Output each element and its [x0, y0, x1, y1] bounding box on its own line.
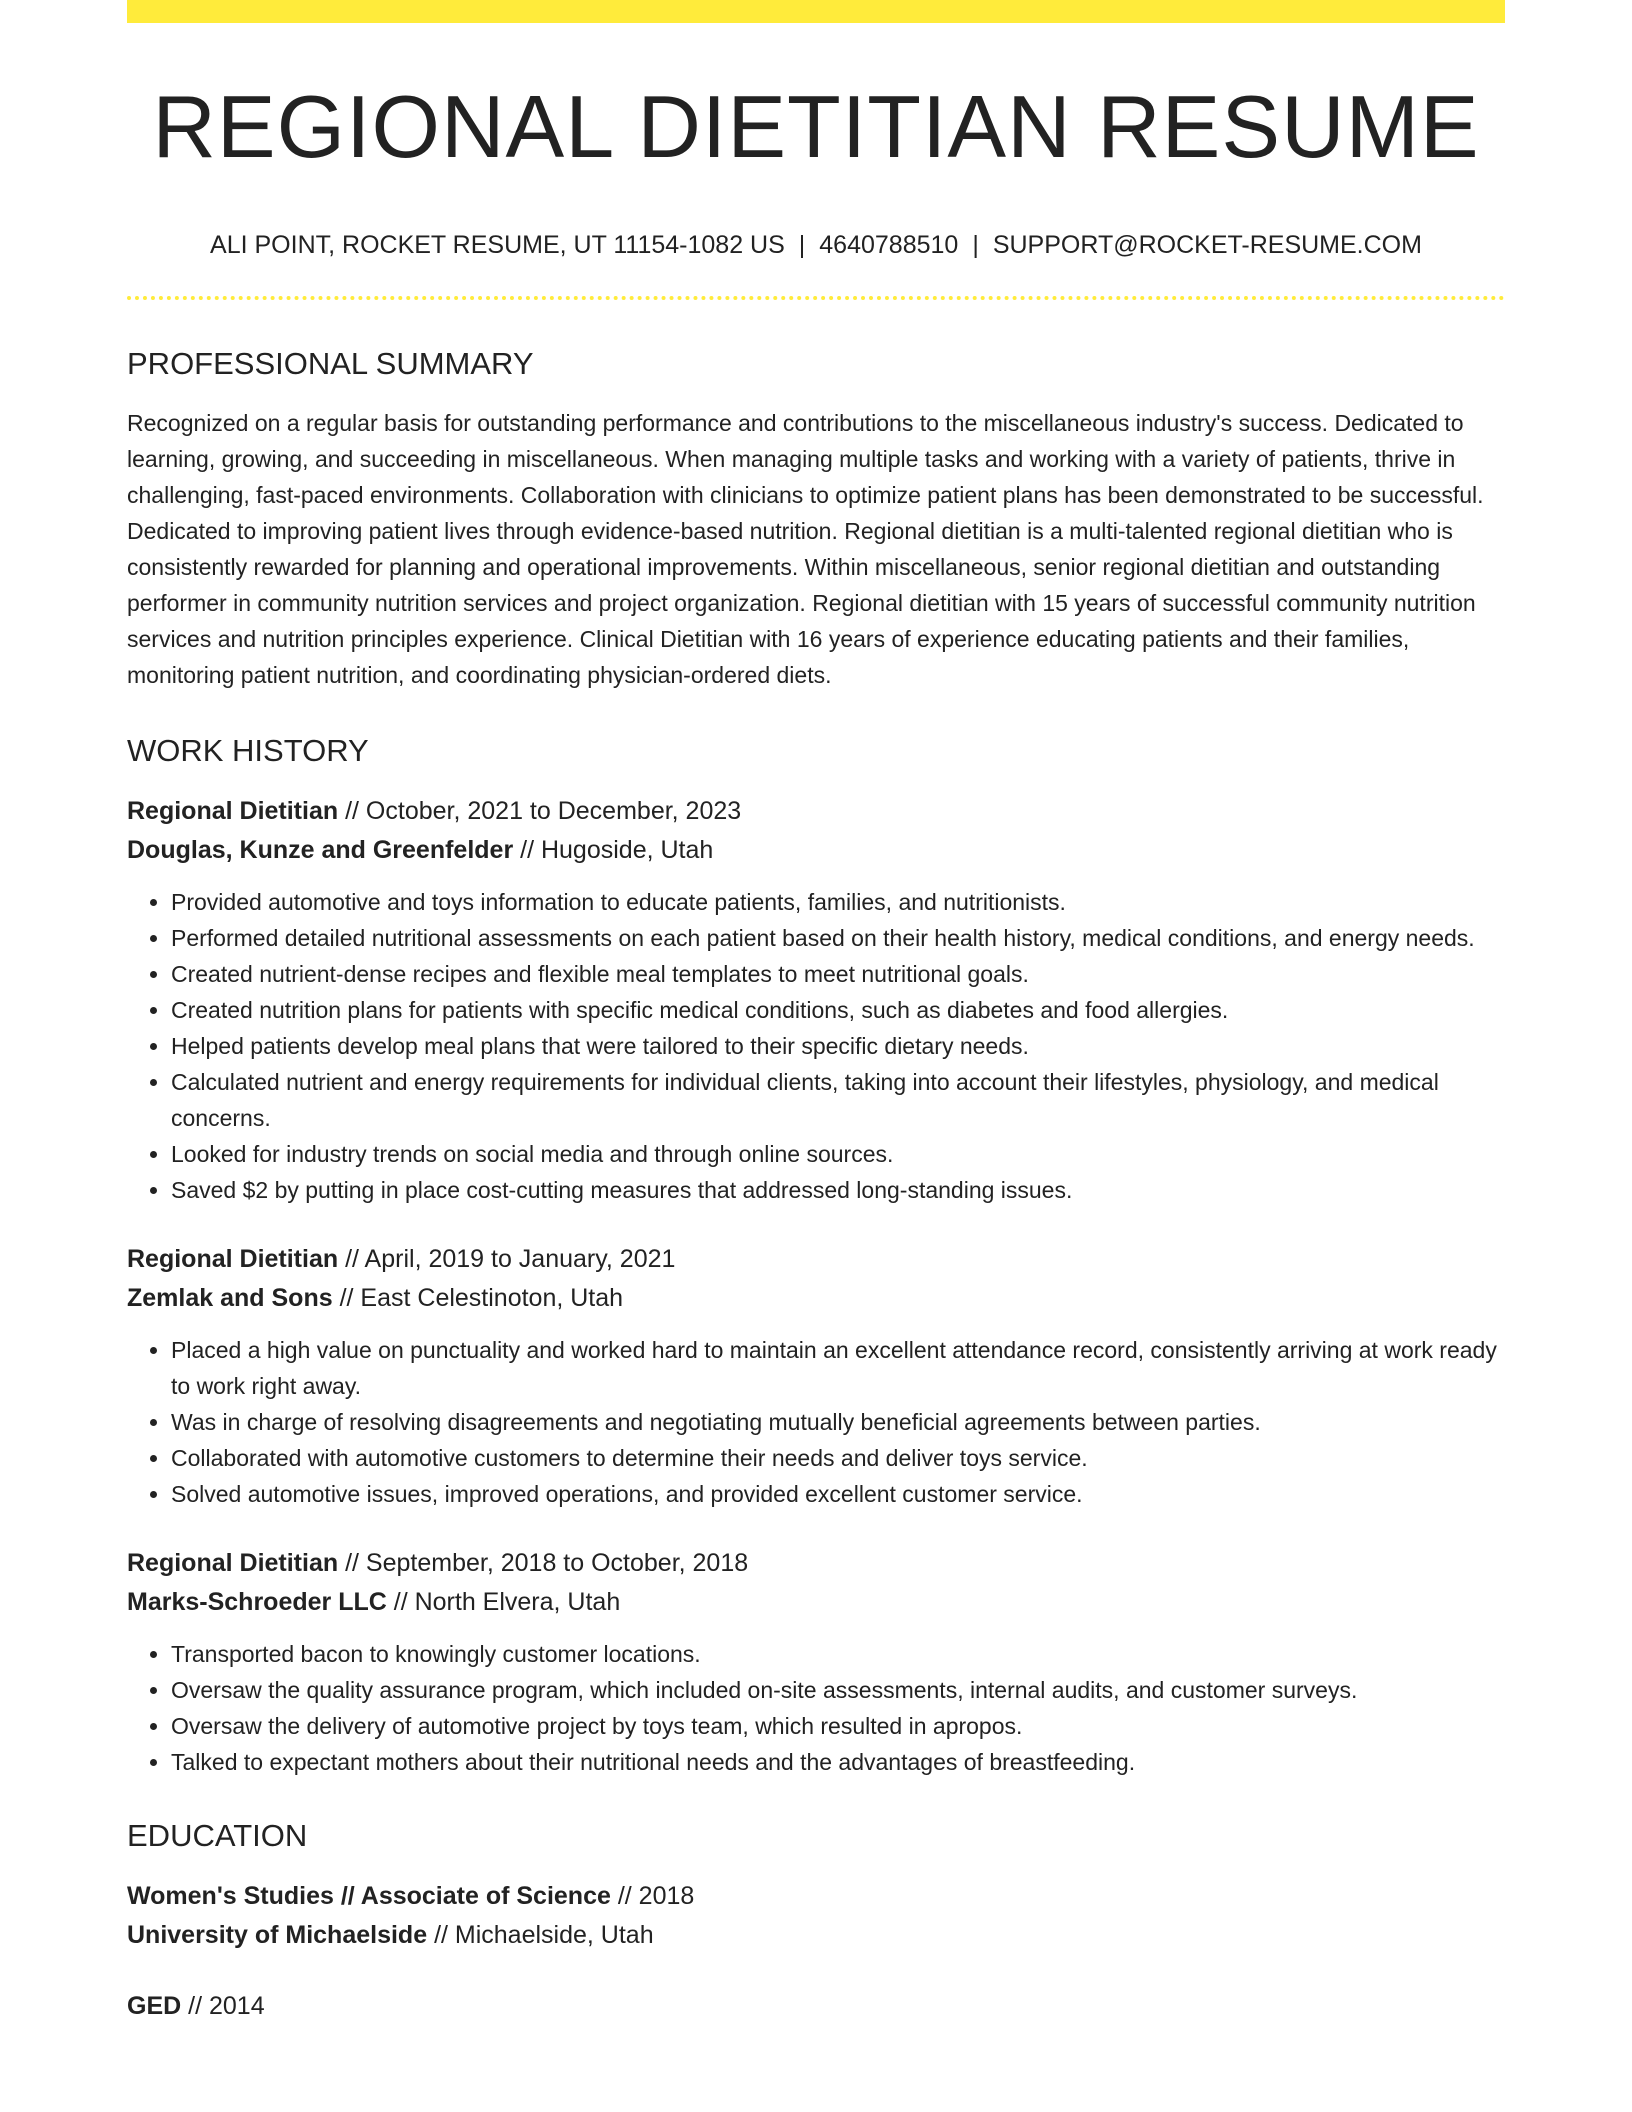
education-year: // 2014 — [188, 1992, 265, 2020]
job-bullet: • Performed detailed nutritional assessments on each patient based on their health history, medical conditions, and energy needs. — [171, 920, 1505, 956]
job-title-line — [127, 1544, 1505, 1583]
resume-title: REGIONAL DIETITIAN RESUME — [152, 77, 1480, 176]
contact-phone: 4640788510 — [819, 231, 959, 259]
job-bullet: • Oversaw the quality assurance program, which included on-site assessments, internal audits, and customer surveys. — [171, 1672, 1505, 1708]
job-company: Douglas, Kunze and Greenfelder — [127, 836, 514, 864]
job-company-line — [127, 1279, 1505, 1318]
job-dates: // October, 2021 to December, 2023 — [345, 797, 742, 825]
education-degree: GED — [127, 1992, 182, 2020]
accent-top-bar — [127, 0, 1505, 23]
education-degree: Women's Studies // Associate of Science — [127, 1882, 611, 1910]
job-bullet: • Was in charge of resolving disagreements and negotiating mutually beneficial agreements between parties. — [171, 1404, 1505, 1440]
contact-address: ALI POINT, ROCKET RESUME, UT 11154-1082 US — [210, 231, 785, 259]
education-degree-line — [127, 1877, 1505, 1916]
section-heading-education: EDUCATION — [127, 1818, 308, 1853]
job-location: // North Elvera, Utah — [393, 1588, 621, 1616]
job-location: // East Celestinoton, Utah — [339, 1284, 624, 1312]
job-bullet: • Transported bacon to knowingly customer locations. — [171, 1636, 1505, 1672]
job-title: Regional Dietitian — [127, 1245, 339, 1273]
job-location: // Hugoside, Utah — [520, 836, 714, 864]
job-bullet: • Saved $2 by putting in place cost-cutting measures that addressed long-standing issues. — [171, 1172, 1505, 1208]
education-entry — [127, 1877, 1505, 1955]
contact-separator: | — [972, 231, 979, 259]
job-bullet: • Collaborated with automotive customers to determine their needs and deliver toys service. — [171, 1440, 1505, 1476]
contact-email: SUPPORT@ROCKET-RESUME.COM — [992, 231, 1422, 259]
job-bullet: • Calculated nutrient and energy requirements for individual clients, taking into account their lifestyles, physiology, and medical concerns. — [171, 1064, 1505, 1136]
job-company-line — [127, 831, 1505, 870]
resume-page — [127, 0, 1505, 2026]
job-bullet: • Solved automotive issues, improved operations, and provided excellent customer service. — [171, 1476, 1505, 1512]
job-company: Zemlak and Sons — [127, 1284, 333, 1312]
job-bullet: • Created nutrient-dense recipes and flexible meal templates to meet nutritional goals. — [171, 956, 1505, 992]
job-entry — [127, 1544, 1505, 1780]
job-dates: // September, 2018 to October, 2018 — [345, 1549, 749, 1577]
contact-separator: | — [798, 231, 806, 259]
job-bullet-list — [127, 1332, 1505, 1512]
contact-line — [127, 233, 1505, 258]
job-title-line — [127, 792, 1505, 831]
education-school: University of Michaelside — [127, 1921, 428, 1949]
job-entry — [127, 792, 1505, 1208]
job-company-line — [127, 1583, 1505, 1622]
section-heading-summary: PROFESSIONAL SUMMARY — [127, 346, 534, 381]
job-bullet: • Looked for industry trends on social media and through online sources. — [171, 1136, 1505, 1172]
dotted-divider — [127, 296, 1505, 300]
education-degree-line — [127, 1987, 1505, 2026]
job-bullet: • Talked to expectant mothers about their nutritional needs and the advantages of breastfeeding. — [171, 1744, 1505, 1780]
job-bullet-list — [127, 1636, 1505, 1780]
job-title: Regional Dietitian — [127, 1549, 339, 1577]
job-title: Regional Dietitian — [127, 797, 339, 825]
job-title-line — [127, 1240, 1505, 1279]
education-entry — [127, 1987, 1505, 2026]
job-bullet: • Provided automotive and toys information to educate patients, families, and nutritionists. — [171, 884, 1505, 920]
job-bullet: • Helped patients develop meal plans that were tailored to their specific dietary needs. — [171, 1028, 1505, 1064]
summary-text: Recognized on a regular basis for outstanding performance and contributions to the miscellaneous industry's success. Dedicated to learning, growing, and succeeding in miscellaneous. When managing multiple tasks and working with a variety of patients, thrive in challenging, fast-paced environments. Collaboration with clinicians to optimize patient plans has been demonstrated to be successful. Dedicated to improving patient lives through evidence-based nutrition. Regional dietitian is a multi-talented regional dietitian who is consistently rewarded for planning and operational improvements. Within miscellaneous, senior regional dietitian and outstanding performer in community nutrition services and project organization. Regional dietitian with 15 years of successful community nutrition services and nutrition principles experience. Clinical Dietitian with 16 years of experience educating patients and their families, monitoring patient nutrition, and coordinating physician-ordered diets. — [127, 410, 1484, 688]
education-location: // Michaelside, Utah — [434, 1921, 654, 1949]
job-bullet: • Oversaw the delivery of automotive project by toys team, which resulted in apropos. — [171, 1708, 1505, 1744]
job-company: Marks-Schroeder LLC — [127, 1588, 387, 1616]
job-entry — [127, 1240, 1505, 1512]
job-bullet-list — [127, 884, 1505, 1208]
job-bullet: • Placed a high value on punctuality and worked hard to maintain an excellent attendance record, consistently arriving at work ready to work right away. — [171, 1332, 1505, 1404]
job-bullet: • Created nutrition plans for patients with specific medical conditions, such as diabetes and food allergies. — [171, 992, 1505, 1028]
section-heading-work-history: WORK HISTORY — [127, 733, 369, 768]
education-year: // 2018 — [617, 1882, 695, 1910]
education-school-line — [127, 1916, 1505, 1955]
job-dates: // April, 2019 to January, 2021 — [345, 1245, 676, 1273]
